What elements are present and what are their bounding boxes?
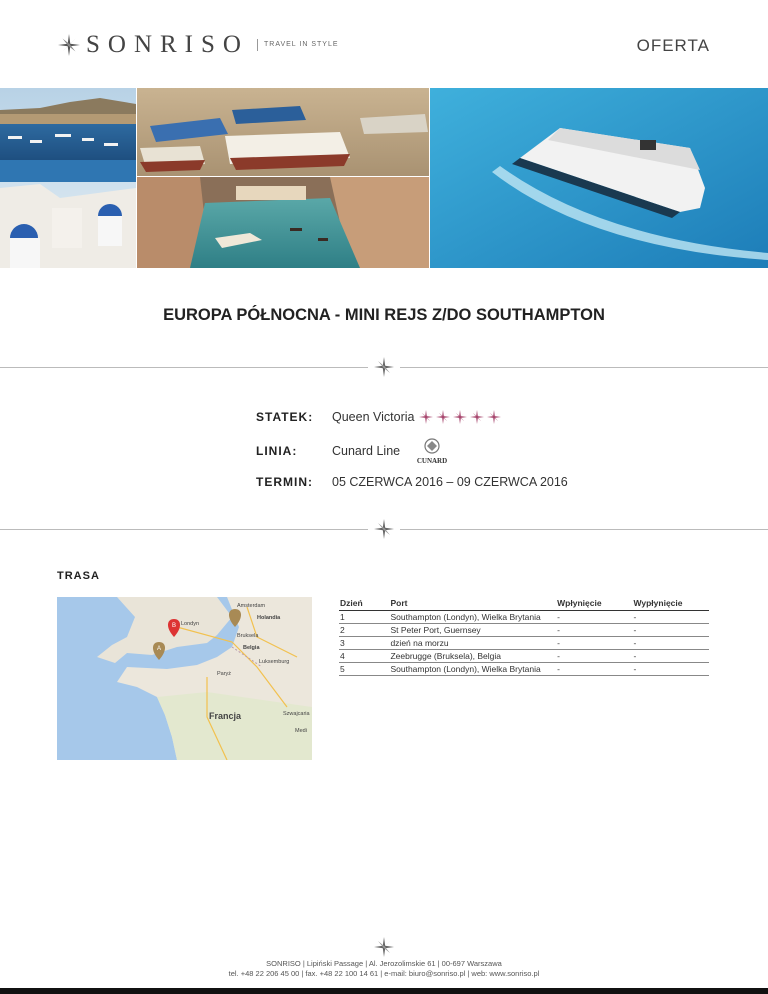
- date-label: TERMIN:: [256, 475, 313, 489]
- cell-departure: -: [633, 663, 709, 676]
- document-type: OFERTA: [636, 36, 710, 55]
- cell-day: 5: [339, 663, 389, 676]
- svg-text:B: B: [171, 623, 177, 629]
- ship-label: STATEK:: [256, 410, 314, 424]
- cunard-logo-text: CUNARD: [416, 457, 448, 465]
- cell-departure: -: [633, 637, 709, 650]
- cell-day: 3: [339, 637, 389, 650]
- cell-arrival: -: [556, 663, 632, 676]
- map-label-holandia: Holandia: [257, 615, 281, 621]
- svg-text:A: A: [156, 646, 162, 652]
- cell-port: St Peter Port, Guernsey: [389, 624, 556, 637]
- date-value: 05 CZERWCA 2016 – 09 CZERWCA 2016: [332, 475, 568, 489]
- hero-photo-collage: [0, 88, 768, 268]
- table-row: [339, 637, 709, 650]
- map-label-amsterdam: Amsterdam: [237, 603, 266, 609]
- brand-tagline: TRAVEL IN STYLE: [257, 39, 339, 51]
- footer-address: SONRISO | Lipiński Passage | Al. Jerozolimskie 61 | 00-697 Warszawa: [266, 959, 502, 968]
- rating-star-icon: [470, 410, 484, 424]
- map-label-mediolan: Medi: [295, 728, 307, 734]
- footer-star: [374, 937, 394, 957]
- route-heading: TRASA: [57, 570, 100, 582]
- table-header-row: [339, 596, 709, 611]
- map-label-szwajcaria: Szwajcaria: [283, 711, 310, 717]
- rating-star-icon: [487, 410, 501, 424]
- compass-star-icon: [58, 34, 80, 56]
- cell-arrival: -: [556, 611, 632, 624]
- cell-port: Zeebrugge (Bruksela), Belgia: [389, 650, 556, 663]
- table-row: [339, 650, 709, 663]
- map-label-francja: Francja: [209, 711, 242, 721]
- map-label-paryz: Paryż: [217, 671, 232, 677]
- map-label-londyn: Londyn: [181, 621, 200, 627]
- cell-port: Southampton (Londyn), Wielka Brytania: [389, 663, 556, 676]
- ship-row: [256, 408, 501, 426]
- ship-rating: [419, 410, 501, 424]
- line-row: [256, 442, 400, 460]
- map-label-bruksela: Bruksela: [237, 633, 259, 639]
- table-row: [339, 624, 709, 637]
- itinerary-table: [339, 596, 709, 676]
- compass-star-icon: [374, 937, 394, 957]
- offer-title: EUROPA PÓŁNOCNA - MINI REJS Z/DO SOUTHAMPTON: [163, 306, 605, 324]
- cell-departure: -: [633, 624, 709, 637]
- map-label-luksemburg: Luksemburg: [259, 659, 290, 665]
- bottom-bar: [0, 988, 768, 994]
- section-divider: [0, 357, 768, 377]
- date-row: [256, 473, 568, 491]
- rating-star-icon: [453, 410, 467, 424]
- col-arrival: Wpłynięcie: [556, 596, 632, 611]
- brand-name: SONRISO: [86, 31, 249, 58]
- cell-day: 2: [339, 624, 389, 637]
- cell-day: 4: [339, 650, 389, 663]
- ship-value: Queen Victoria: [332, 410, 415, 424]
- col-day: Dzień: [339, 596, 389, 611]
- cell-arrival: -: [556, 650, 632, 663]
- cunard-logo: [410, 437, 454, 465]
- line-value: Cunard Line: [332, 444, 401, 458]
- cell-arrival: -: [556, 624, 632, 637]
- rating-star-icon: [419, 410, 433, 424]
- cell-port: Southampton (Londyn), Wielka Brytania: [389, 611, 556, 624]
- footer-contact: tel. +48 22 206 45 00 | fax. +48 22 100 14 61 | e-mail: biuro@sonriso.pl | web: www.sonriso.pl: [228, 969, 540, 978]
- brand-logo: [58, 31, 339, 58]
- section-divider: [0, 519, 768, 539]
- cell-arrival: -: [556, 637, 632, 650]
- cell-departure: -: [633, 611, 709, 624]
- cell-port: dzień na morzu: [389, 637, 556, 650]
- rating-star-icon: [436, 410, 450, 424]
- line-label: LINIA:: [256, 444, 298, 458]
- table-row: [339, 611, 709, 624]
- table-row: [339, 663, 709, 676]
- compass-star-icon: [374, 519, 394, 539]
- compass-star-icon: [374, 357, 394, 377]
- route-map: [57, 597, 312, 760]
- cell-day: 1: [339, 611, 389, 624]
- cell-departure: -: [633, 650, 709, 663]
- col-departure: Wypłynięcie: [633, 596, 709, 611]
- map-label-belgia: Belgia: [243, 645, 260, 651]
- col-port: Port: [389, 596, 556, 611]
